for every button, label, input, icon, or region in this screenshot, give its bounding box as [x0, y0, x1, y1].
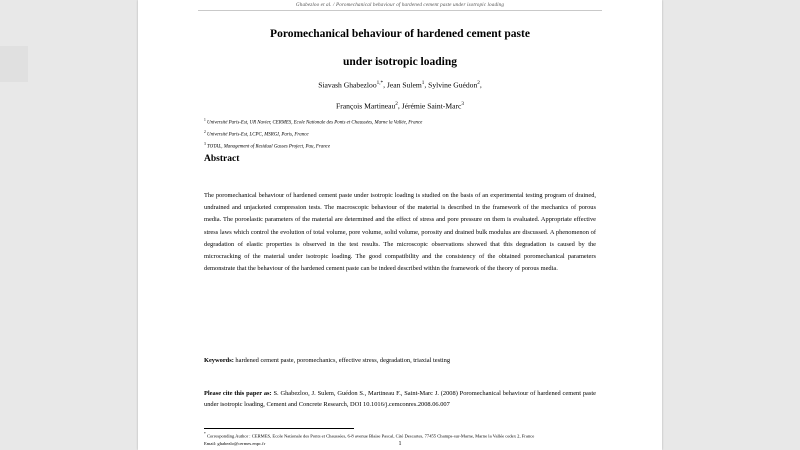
- keywords-block: [204, 355, 596, 367]
- footnote-email: Email: ghabezlo@cermes.enpc.fr: [204, 440, 266, 446]
- affiliation-list: [204, 116, 604, 153]
- running-head-rule: [198, 10, 602, 11]
- author-guedon-sup: 2: [477, 80, 480, 86]
- abstract-heading: Abstract: [204, 154, 240, 164]
- page-edge-shadow: [0, 46, 28, 82]
- title-line-1: Poromechanical behaviour of hardened cement paste: [270, 28, 530, 40]
- author-ghabezloo: Siavash Ghabezloo: [318, 80, 377, 90]
- author-list: [200, 74, 600, 115]
- author-saint-marc-sup: 3: [461, 100, 464, 107]
- citation-label: Please cite this paper as:: [204, 390, 272, 397]
- footnote-text: Corresponding Author : CERMES, Ecole Nationale des Ponts et Chaussées, 6-8 avenue Blaise Pascal, Cité Descartes, 77455 Champs-sur-Marne, Marne la Vallée cedex 2, France: [205, 433, 535, 439]
- footnote-marker: *: [204, 432, 206, 436]
- abstract-text: The poromechanical behaviour of hardened cement paste under isotropic loading is studied on the basis of an experimental testing program of drained, undrained and unjacketed compression tests. The macroscopic behaviour of the material is described in the framework of the mechanics of porous media. The poroelastic parameters of the material are determined and the effect of stress and pore pressure on them is evaluated. Appropriate effective stress laws which control the evolution of total volume, pore volume, solid volume, porosity and drained bulk modulus are discussed. A phenomenon of degradation of elastic properties is observed in the test results. The microscopic observations showed that this degradation is caused by the microcracking of the material under isotropic loading. The good compatibility and the consistency of the obtained poromechanical parameters demonstrate that the behaviour of the hardened cement paste can be indeed described within the framework of the theory of porous media.: [204, 192, 596, 273]
- author-ghabezloo-sup: 1,*: [376, 80, 384, 86]
- author-line-2: [200, 95, 600, 116]
- affiliation-text: Université Paris-Est, UR Navier, CERMES, Ecole Nationale des Ponts et Chaussées, Marne la Vallée, France: [207, 120, 423, 126]
- page-title: [200, 20, 600, 76]
- page-content: [138, 0, 662, 450]
- document-page: [138, 0, 662, 450]
- affiliation-item: [204, 140, 604, 152]
- title-line-2: under isotropic loading: [343, 56, 457, 68]
- affiliation-item: [204, 116, 604, 128]
- running-head: Ghabezloo et al. / Poromechanical behaviour of hardened cement paste under isotropic loading: [295, 2, 505, 8]
- author-martineau-sup: 2: [395, 100, 398, 107]
- affiliation-text: Université Paris-Est, LCPC, MSRGI, Paris, France: [207, 132, 309, 138]
- author-line-1-tail: ,: [479, 80, 482, 90]
- affiliation-marker: 3: [204, 142, 206, 147]
- author-saint-marc: , Jérémie Saint-Marc: [397, 101, 462, 111]
- footnote-rule: [204, 428, 354, 429]
- affiliation-text: TOTAL, Management of Residual Gasses Project, Pau, France: [207, 145, 331, 151]
- footnote-line-1: [204, 431, 596, 440]
- affiliation-marker: 1: [204, 118, 206, 122]
- author-sulem-sup: 1: [421, 80, 425, 86]
- citation-block: [204, 388, 596, 410]
- citation-text: S. Ghabezloo, J. Sulem, Guédon S., Martineau F., Saint-Marc J. (2008) Poromechanical behaviour of hardened cement paste under isotropic loading, Cement and Concrete Research, DOI 10.1016/j.cemconres.2008.06.007: [204, 390, 596, 408]
- keywords-text: hardened cement paste, poromechanics, effective stress, degradation, triaxial testing: [233, 357, 451, 364]
- affiliation-item: [204, 128, 604, 140]
- affiliation-marker: 2: [204, 130, 206, 135]
- author-martineau: François Martineau: [336, 101, 396, 111]
- author-sulem: , Jean Sulem: [383, 80, 422, 90]
- author-line-1: [200, 74, 600, 95]
- page-number: 1: [398, 441, 402, 447]
- author-guedon: , Sylvine Guédon: [424, 80, 478, 90]
- keywords-label: Keywords:: [204, 357, 234, 364]
